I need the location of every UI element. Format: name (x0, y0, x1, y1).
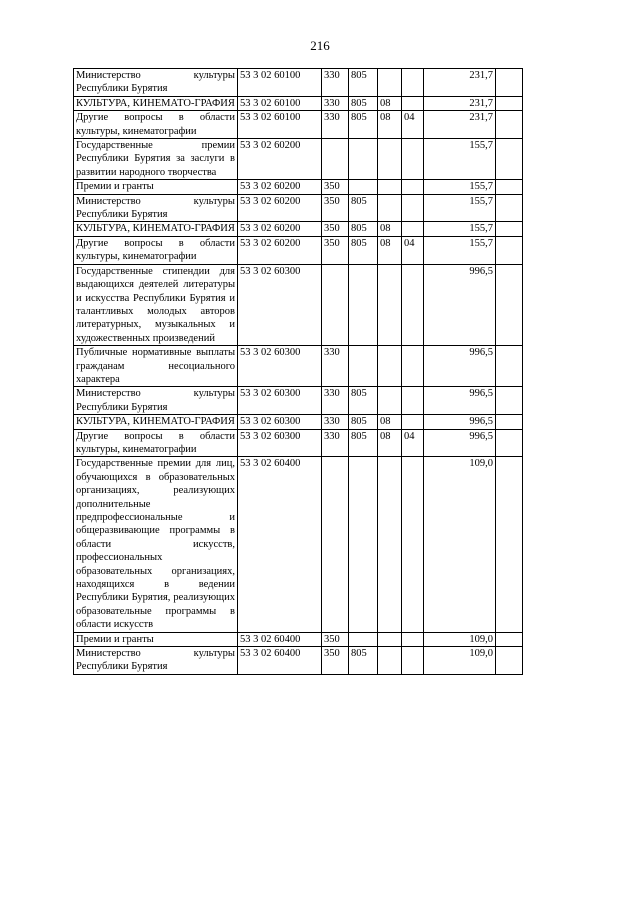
target-article-code-cell: 53 3 02 60300 (238, 387, 322, 415)
subsection-code-cell (402, 346, 424, 387)
ministry-code-cell: 805 (349, 415, 378, 429)
expense-type-cell (322, 457, 349, 632)
blank-cell (496, 180, 523, 194)
table-row (74, 222, 523, 236)
expense-type-cell: 330 (322, 346, 349, 387)
section-code-cell (378, 264, 402, 345)
row-name-cell: Публичные нормативные выплаты гражданам несоциального характера (74, 346, 238, 387)
subsection-code-cell (402, 222, 424, 236)
table-row (74, 457, 523, 632)
ministry-code-cell (349, 632, 378, 646)
subsection-code-cell (402, 194, 424, 222)
target-article-code-cell: 53 3 02 60100 (238, 69, 322, 97)
target-article-code-cell: 53 3 02 60400 (238, 647, 322, 675)
row-name-cell: Другие вопросы в области культуры, кинематографии (74, 236, 238, 264)
ministry-code-cell (349, 264, 378, 345)
blank-cell (496, 415, 523, 429)
blank-cell (496, 69, 523, 97)
row-name-cell: КУЛЬТУРА, КИНЕМАТО-ГРАФИЯ (74, 222, 238, 236)
target-article-code-cell: 53 3 02 60300 (238, 264, 322, 345)
target-article-code-cell: 53 3 02 60200 (238, 236, 322, 264)
ministry-code-cell: 805 (349, 236, 378, 264)
table-row (74, 346, 523, 387)
section-code-cell (378, 139, 402, 180)
table-row (74, 180, 523, 194)
target-article-code-cell: 53 3 02 60200 (238, 222, 322, 236)
table-row (74, 387, 523, 415)
row-name-cell: Государственные премии Республики Бурятия за заслуги в развитии народного творчества (74, 139, 238, 180)
table-row (74, 194, 523, 222)
table-row (74, 236, 523, 264)
section-code-cell (378, 180, 402, 194)
ministry-code-cell (349, 139, 378, 180)
blank-cell (496, 236, 523, 264)
amount-cell: 109,0 (424, 647, 496, 675)
blank-cell (496, 387, 523, 415)
expense-type-cell: 330 (322, 387, 349, 415)
subsection-code-cell (402, 457, 424, 632)
section-code-cell: 08 (378, 111, 402, 139)
row-name-cell: КУЛЬТУРА, КИНЕМАТО-ГРАФИЯ (74, 96, 238, 110)
subsection-code-cell (402, 264, 424, 345)
table-row (74, 139, 523, 180)
ministry-code-cell: 805 (349, 222, 378, 236)
amount-cell: 231,7 (424, 111, 496, 139)
table-row (74, 429, 523, 457)
section-code-cell: 08 (378, 415, 402, 429)
row-name-cell: Министерство культуры Республики Бурятия (74, 69, 238, 97)
subsection-code-cell (402, 139, 424, 180)
section-code-cell (378, 647, 402, 675)
section-code-cell (378, 346, 402, 387)
ministry-code-cell: 805 (349, 387, 378, 415)
amount-cell: 155,7 (424, 180, 496, 194)
expense-type-cell: 350 (322, 180, 349, 194)
row-name-cell: Государственные премии для лиц, обучающихся в образовательных организациях, реализующих дополнительные предпрофессиональные и общеразвивающие программы в области искусств, профессиональных образовательных организациях, находящихся в ведении Республики Бурятия, реализующих образовательные программы в области искусств (74, 457, 238, 632)
target-article-code-cell: 53 3 02 60200 (238, 194, 322, 222)
expense-type-cell: 330 (322, 415, 349, 429)
section-code-cell (378, 194, 402, 222)
ministry-code-cell: 805 (349, 111, 378, 139)
expense-type-cell (322, 264, 349, 345)
amount-cell: 155,7 (424, 194, 496, 222)
expense-type-cell: 350 (322, 647, 349, 675)
ministry-code-cell: 805 (349, 96, 378, 110)
amount-cell: 996,5 (424, 429, 496, 457)
subsection-code-cell (402, 96, 424, 110)
ministry-code-cell (349, 180, 378, 194)
table-row (74, 647, 523, 675)
ministry-code-cell (349, 346, 378, 387)
expense-type-cell: 350 (322, 236, 349, 264)
amount-cell: 155,7 (424, 236, 496, 264)
row-name-cell: Министерство культуры Республики Бурятия (74, 194, 238, 222)
row-name-cell: Другие вопросы в области культуры, кинематографии (74, 429, 238, 457)
table-row (74, 111, 523, 139)
ministry-code-cell (349, 457, 378, 632)
blank-cell (496, 111, 523, 139)
row-name-cell: Министерство культуры Республики Бурятия (74, 647, 238, 675)
section-code-cell (378, 69, 402, 97)
target-article-code-cell: 53 3 02 60300 (238, 346, 322, 387)
table-row (74, 415, 523, 429)
blank-cell (496, 222, 523, 236)
target-article-code-cell: 53 3 02 60400 (238, 632, 322, 646)
section-code-cell (378, 457, 402, 632)
target-article-code-cell: 53 3 02 60300 (238, 415, 322, 429)
blank-cell (496, 457, 523, 632)
expense-type-cell: 350 (322, 632, 349, 646)
blank-cell (496, 194, 523, 222)
amount-cell: 109,0 (424, 457, 496, 632)
section-code-cell (378, 387, 402, 415)
ministry-code-cell: 805 (349, 69, 378, 97)
row-name-cell: Государственные стипендии для выдающихся деятелей литературы и искусства Республики Бурятия и талантливых молодых авторов литературных, музыкальных и художественных произведений (74, 264, 238, 345)
expense-type-cell: 330 (322, 111, 349, 139)
blank-cell (496, 139, 523, 180)
blank-cell (496, 264, 523, 345)
amount-cell: 155,7 (424, 139, 496, 180)
amount-cell: 231,7 (424, 69, 496, 97)
amount-cell: 231,7 (424, 96, 496, 110)
row-name-cell: Премии и гранты (74, 632, 238, 646)
row-name-cell: Премии и гранты (74, 180, 238, 194)
amount-cell: 996,5 (424, 264, 496, 345)
blank-cell (496, 632, 523, 646)
ministry-code-cell: 805 (349, 429, 378, 457)
amount-cell: 109,0 (424, 632, 496, 646)
table-row (74, 264, 523, 345)
subsection-code-cell (402, 647, 424, 675)
expense-type-cell: 330 (322, 429, 349, 457)
amount-cell: 996,5 (424, 387, 496, 415)
subsection-code-cell (402, 180, 424, 194)
expense-type-cell (322, 139, 349, 180)
subsection-code-cell: 04 (402, 111, 424, 139)
blank-cell (496, 96, 523, 110)
target-article-code-cell: 53 3 02 60300 (238, 429, 322, 457)
amount-cell: 155,7 (424, 222, 496, 236)
blank-cell (496, 346, 523, 387)
amount-cell: 996,5 (424, 415, 496, 429)
target-article-code-cell: 53 3 02 60100 (238, 111, 322, 139)
ministry-code-cell: 805 (349, 647, 378, 675)
section-code-cell: 08 (378, 222, 402, 236)
expense-type-cell: 350 (322, 194, 349, 222)
target-article-code-cell: 53 3 02 60400 (238, 457, 322, 632)
section-code-cell: 08 (378, 236, 402, 264)
amount-cell: 996,5 (424, 346, 496, 387)
budget-table (73, 68, 523, 675)
ministry-code-cell: 805 (349, 194, 378, 222)
table-row (74, 632, 523, 646)
row-name-cell: КУЛЬТУРА, КИНЕМАТО-ГРАФИЯ (74, 415, 238, 429)
table-row (74, 69, 523, 97)
row-name-cell: Другие вопросы в области культуры, кинематографии (74, 111, 238, 139)
table-row (74, 96, 523, 110)
subsection-code-cell (402, 415, 424, 429)
expense-type-cell: 350 (322, 222, 349, 236)
section-code-cell: 08 (378, 96, 402, 110)
page-number: 216 (310, 38, 330, 53)
expense-type-cell: 330 (322, 96, 349, 110)
subsection-code-cell: 04 (402, 236, 424, 264)
subsection-code-cell (402, 632, 424, 646)
section-code-cell (378, 632, 402, 646)
subsection-code-cell (402, 69, 424, 97)
subsection-code-cell: 04 (402, 429, 424, 457)
target-article-code-cell: 53 3 02 60200 (238, 139, 322, 180)
expense-type-cell: 330 (322, 69, 349, 97)
target-article-code-cell: 53 3 02 60200 (238, 180, 322, 194)
subsection-code-cell (402, 387, 424, 415)
blank-cell (496, 647, 523, 675)
blank-cell (496, 429, 523, 457)
target-article-code-cell: 53 3 02 60100 (238, 96, 322, 110)
section-code-cell: 08 (378, 429, 402, 457)
row-name-cell: Министерство культуры Республики Бурятия (74, 387, 238, 415)
